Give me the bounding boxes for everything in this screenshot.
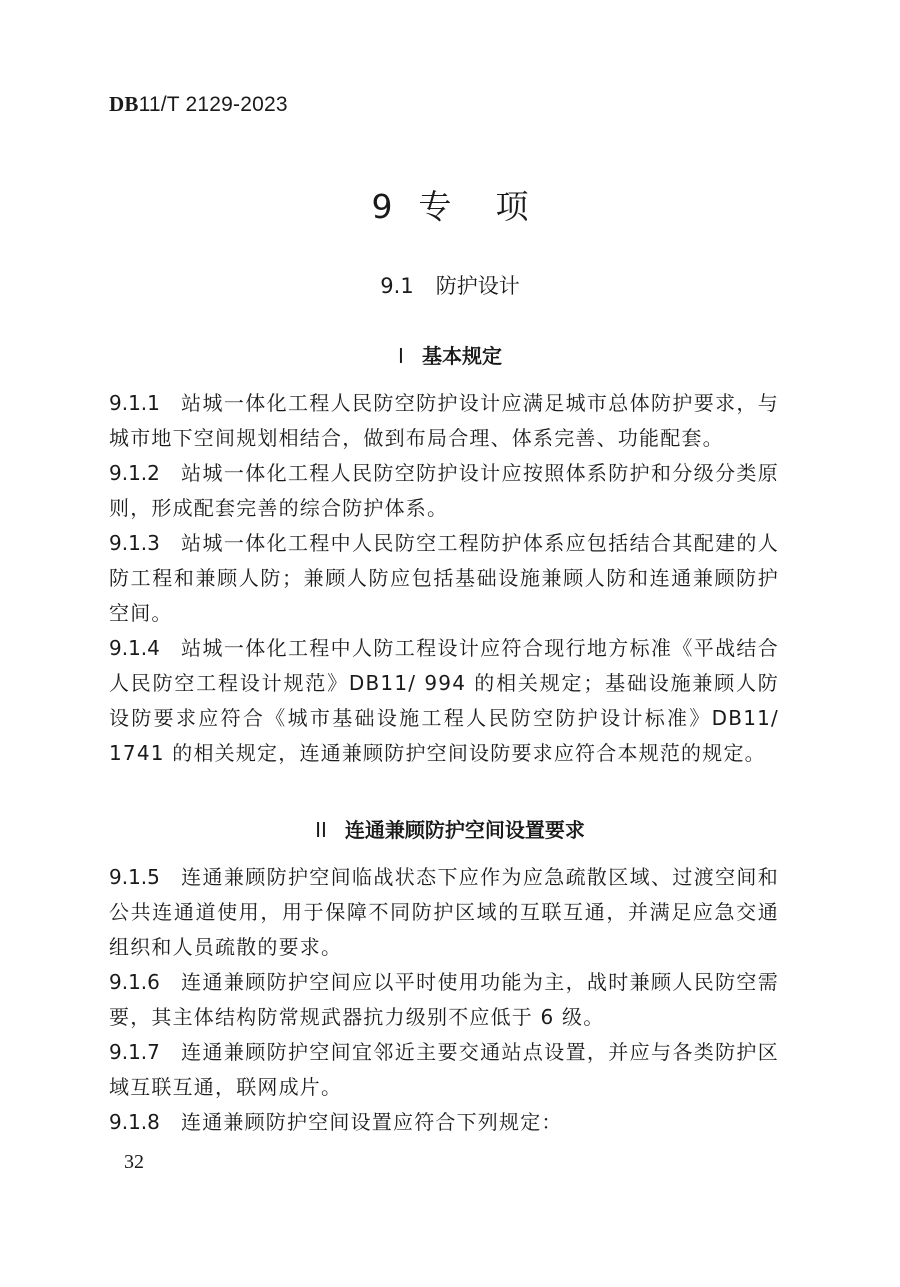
- clause-number: 9.1.8: [109, 1110, 160, 1134]
- section-title: [0, 270, 900, 300]
- clause-text: 站城一体化工程人民防空防护设计应满足城市总体防护要求，与城市地下空间规划相结合，做到布局合理、体系完善、功能配套。: [109, 391, 779, 450]
- clause-text: 连通兼顾防护空间设置应符合下列规定：: [181, 1110, 563, 1134]
- clause-9-1-6: [109, 965, 779, 1035]
- clause-9-1-1: [109, 386, 779, 456]
- clause-9-1-5: [109, 860, 779, 965]
- subsection-title-basic: [0, 340, 900, 369]
- clause-text: 站城一体化工程人民防空防护设计应按照体系防护和分级分类原则，形成配套完善的综合防护体系。: [109, 461, 779, 520]
- subsection-title-text: 基本规定: [421, 344, 502, 368]
- subsection-number: I: [398, 344, 404, 368]
- standard-code-prefix: DB: [109, 92, 139, 116]
- clause-number: 9.1.2: [109, 461, 160, 485]
- chapter-number: 9: [371, 187, 393, 226]
- clause-9-1-3: [109, 526, 779, 631]
- section-title-text: 防护设计: [435, 274, 520, 298]
- standard-code-number: 11/T 2129-2023: [138, 93, 288, 116]
- page-number: 32: [124, 1151, 144, 1173]
- clause-text: 连通兼顾防护空间宜邻近主要交通站点设置，并应与各类防护区域互联互通，联网成片。: [109, 1040, 779, 1099]
- clause-group-basic: [109, 386, 779, 771]
- clause-9-1-4: [109, 631, 779, 771]
- clause-text: 站城一体化工程中人民防空工程防护体系应包括结合其配建的人防工程和兼顾人防；兼顾人防应包括基础设施兼顾人防和连通兼顾防护空间。: [109, 531, 779, 625]
- clause-number: 9.1.5: [109, 865, 160, 889]
- subsection-number: II: [315, 818, 327, 842]
- clause-text: 站城一体化工程中人防工程设计应符合现行地方标准《平战结合人民防空工程设计规范》DB11/ 994 的相关规定；基础设施兼顾人防设防要求应符合《城市基础设施工程人民防空防护设计标准》DB11/ 1741 的相关规定，连通兼顾防护空间设防要求应符合本规范的规定。: [109, 636, 779, 765]
- standard-code: [109, 92, 288, 117]
- chapter-title: [0, 181, 900, 228]
- clause-text: 连通兼顾防护空间临战状态下应作为应急疏散区域、过渡空间和公共连通道使用，用于保障不同防护区域的互联互通，并满足应急交通组织和人员疏散的要求。: [109, 865, 779, 959]
- chapter-title-part1: 专: [418, 187, 452, 226]
- clause-9-1-2: [109, 456, 779, 526]
- section-number: 9.1: [380, 274, 414, 298]
- clause-group-connection: [109, 860, 779, 1140]
- clause-number: 9.1.4: [109, 636, 160, 660]
- clause-9-1-8: [109, 1105, 779, 1140]
- chapter-title-part2: 项: [495, 187, 529, 226]
- clause-number: 9.1.1: [109, 391, 160, 415]
- clause-number: 9.1.7: [109, 1040, 160, 1064]
- clause-text: 连通兼顾防护空间应以平时使用功能为主，战时兼顾人民防空需要，其主体结构防常规武器抗力级别不应低于 6 级。: [109, 970, 779, 1029]
- subsection-title-text: 连通兼顾防护空间设置要求: [344, 818, 585, 842]
- subsection-title-connection: [0, 814, 900, 843]
- clause-number: 9.1.6: [109, 970, 160, 994]
- clause-number: 9.1.3: [109, 531, 160, 555]
- clause-9-1-7: [109, 1035, 779, 1105]
